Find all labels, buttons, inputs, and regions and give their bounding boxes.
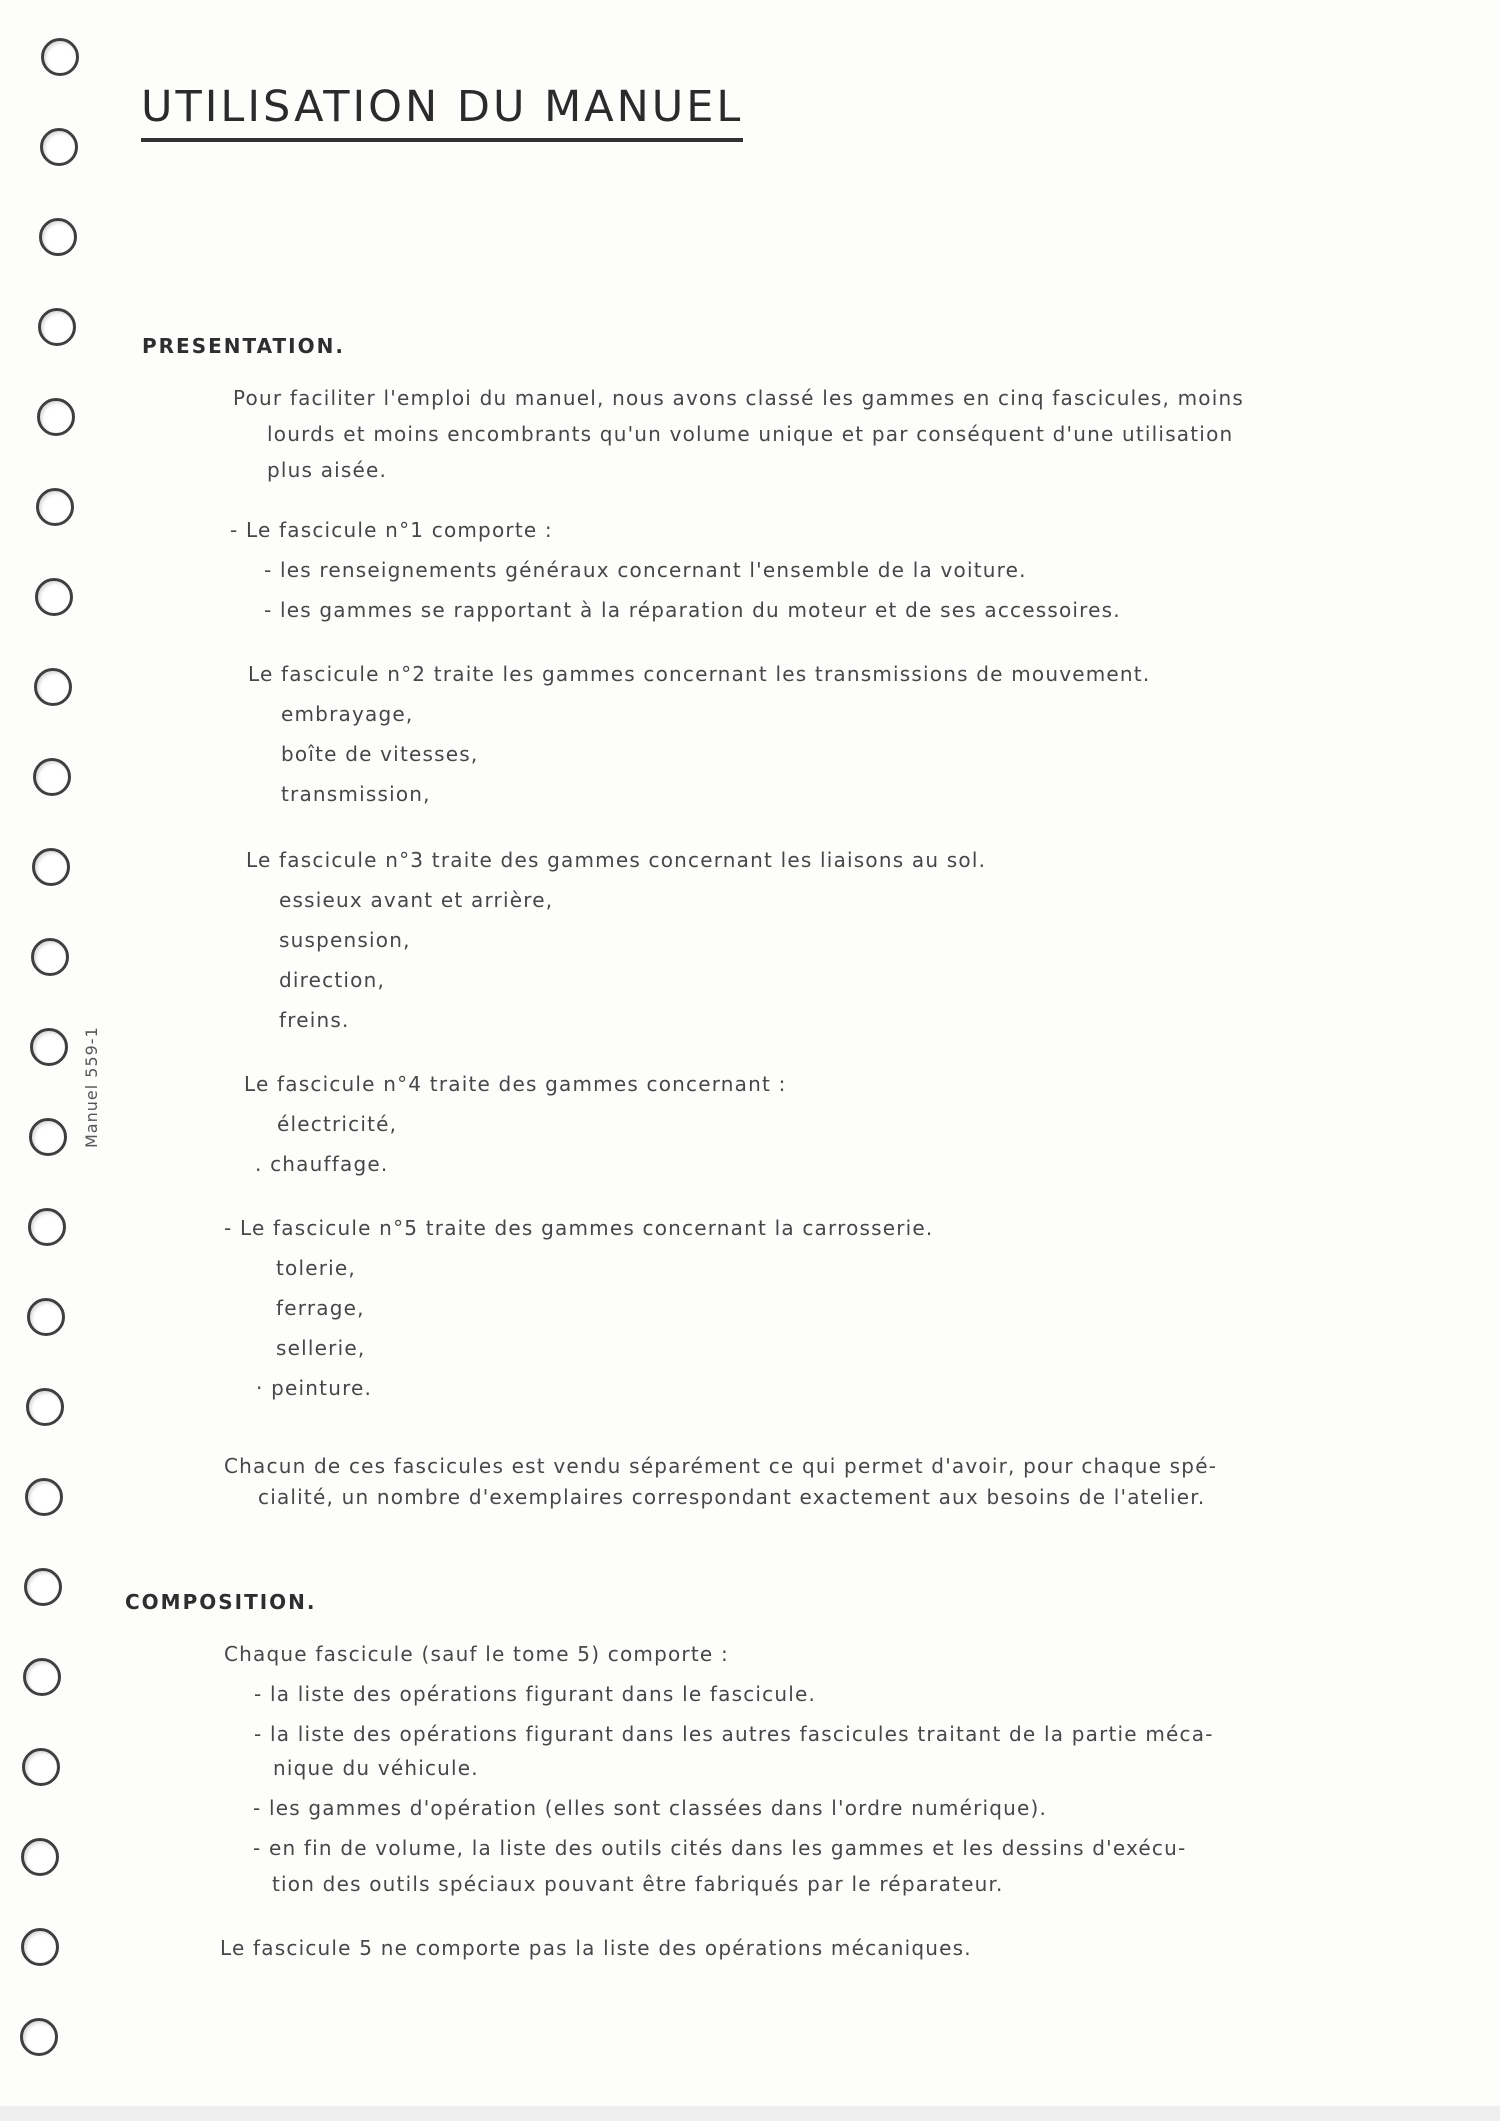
binder-hole [24, 1568, 62, 1606]
composition-intro: Chaque fascicule (sauf le tome 5) comporte : [224, 1642, 729, 1666]
binder-hole [22, 1748, 60, 1786]
fascicule-2-item: transmission, [281, 782, 431, 806]
fascicule-4-title: Le fascicule n°4 traite des gammes concernant : [244, 1072, 787, 1096]
fascicule-5-item: ferrage, [276, 1296, 365, 1320]
intro-line: lourds et moins encombrants qu'un volume unique et par conséquent d'une utilisation [267, 422, 1234, 446]
fascicule-1-title: - Le fascicule n°1 comporte : [230, 518, 553, 542]
binder-hole [39, 218, 77, 256]
binder-hole [36, 488, 74, 526]
section-heading-presentation: PRESENTATION. [142, 334, 345, 358]
binder-hole [40, 128, 78, 166]
binder-hole [38, 308, 76, 346]
page-bottom-edge [0, 2106, 1500, 2121]
page-title: UTILISATION DU MANUEL [141, 82, 743, 142]
section-heading-composition: COMPOSITION. [125, 1590, 317, 1614]
fascicule-4-item: électricité, [277, 1112, 398, 1136]
composition-item: - la liste des opérations figurant dans les autres fascicules traitant de la partie méca- [254, 1722, 1214, 1746]
fascicule-5-title: - Le fascicule n°5 traite des gammes concernant la carrosserie. [224, 1216, 934, 1240]
binder-hole [23, 1658, 61, 1696]
binder-hole [37, 398, 75, 436]
binder-hole [29, 1118, 67, 1156]
fascicule-5-item: · peinture. [256, 1376, 373, 1400]
binder-hole [33, 758, 71, 796]
fascicule-4-item: . chauffage. [255, 1152, 389, 1176]
fascicule-2-title: Le fascicule n°2 traite les gammes concernant les transmissions de mouvement. [248, 662, 1151, 686]
fascicule-2-item: embrayage, [281, 702, 414, 726]
composition-item: - la liste des opérations figurant dans le fascicule. [254, 1682, 817, 1706]
fascicule-3-item: essieux avant et arrière, [279, 888, 554, 912]
fascicule-1-item: - les gammes se rapportant à la réparation du moteur et de ses accessoires. [264, 598, 1121, 622]
fascicule-5-item: sellerie, [276, 1336, 366, 1360]
fascicule-5-item: tolerie, [276, 1256, 356, 1280]
fascicule-3-item: freins. [279, 1008, 350, 1032]
composition-item: tion des outils spéciaux pouvant être fabriqués par le réparateur. [272, 1872, 1004, 1896]
binder-hole [31, 938, 69, 976]
fascicule-3-title: Le fascicule n°3 traite des gammes concernant les liaisons au sol. [246, 848, 987, 872]
intro-line: plus aisée. [267, 458, 388, 482]
fascicule-3-item: direction, [279, 968, 386, 992]
closing-line: cialité, un nombre d'exemplaires correspondant exactement aux besoins de l'atelier. [258, 1485, 1206, 1509]
fascicule-3-item: suspension, [279, 928, 411, 952]
binder-hole [34, 668, 72, 706]
binder-hole [28, 1208, 66, 1246]
binder-hole [25, 1478, 63, 1516]
binder-hole [32, 848, 70, 886]
composition-item: - les gammes d'opération (elles sont classées dans l'ordre numérique). [253, 1796, 1048, 1820]
binder-hole [30, 1028, 68, 1066]
binder-hole [20, 2018, 58, 2056]
fascicule-1-item: - les renseignements généraux concernant l'ensemble de la voiture. [264, 558, 1027, 582]
manual-code: Manuel 559-1 [82, 1026, 101, 1148]
composition-closing: Le fascicule 5 ne comporte pas la liste des opérations mécaniques. [220, 1936, 972, 1960]
composition-item: nique du véhicule. [273, 1756, 479, 1780]
binder-hole [21, 1838, 59, 1876]
intro-line: Pour faciliter l'emploi du manuel, nous avons classé les gammes en cinq fascicules, moins [233, 386, 1244, 410]
composition-item: - en fin de volume, la liste des outils cités dans les gammes et les dessins d'exécu- [253, 1836, 1187, 1860]
fascicule-2-item: boîte de vitesses, [281, 742, 479, 766]
binder-hole [26, 1388, 64, 1426]
closing-line: Chacun de ces fascicules est vendu séparément ce qui permet d'avoir, pour chaque spé- [224, 1454, 1218, 1478]
binder-hole [35, 578, 73, 616]
binder-hole [41, 38, 79, 76]
binder-hole [27, 1298, 65, 1336]
binder-hole [21, 1928, 59, 1966]
